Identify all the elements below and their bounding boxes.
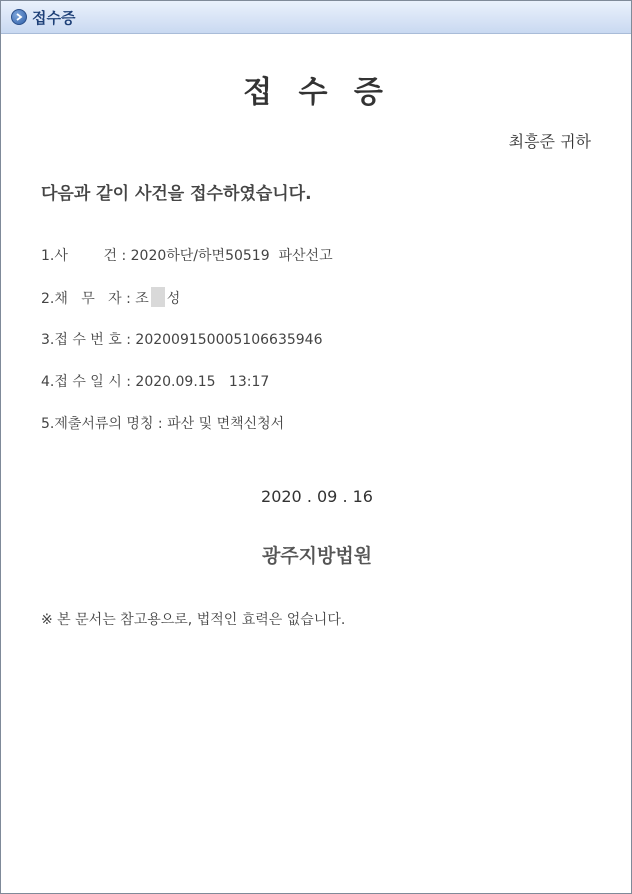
redaction-mask — [151, 287, 165, 307]
intro-text: 다음과 같이 사건을 접수하였습니다. — [41, 184, 312, 204]
issue-date: 2020 . 09 . 16 — [261, 487, 373, 506]
item-value: 파산 및 면책신청서 — [167, 416, 285, 432]
item-value: 20200915000510663594​6 — [135, 332, 323, 348]
item-receipt-datetime — [41, 371, 269, 391]
window-title: 접수증 — [32, 9, 76, 27]
item-debtor — [41, 287, 180, 308]
debtor-name-suffix: 성 — [166, 291, 181, 307]
item-label: 5.제출서류의 명칭 : — [41, 416, 168, 432]
item-label: 2.채 무 자 : — [41, 291, 136, 307]
item-case — [41, 245, 333, 265]
item-value: 2020.09.15 13:17 — [135, 374, 270, 390]
item-label: 4.접 수 일 시 : — [41, 374, 136, 390]
recipient: 최흥준 귀하 — [508, 132, 591, 151]
item-receipt-number — [41, 329, 322, 349]
debtor-name-prefix: 조 — [135, 291, 149, 307]
item-document-name — [41, 413, 284, 433]
item-label: 1.사 건 : — [41, 248, 131, 264]
chevron-right-icon — [11, 9, 27, 25]
disclaimer-note: ※ 본 문서는 참고용으로, 법적인 효력은 없습니다. — [41, 612, 346, 628]
item-label: 3.접 수 번 호 : — [41, 332, 136, 348]
title-bar — [1, 1, 631, 34]
item-value: 2020하단/하면50519 파산선고 — [130, 248, 333, 264]
court-name: 광주지방법원 — [261, 545, 373, 567]
document-title: 접 수 증 — [243, 75, 391, 110]
